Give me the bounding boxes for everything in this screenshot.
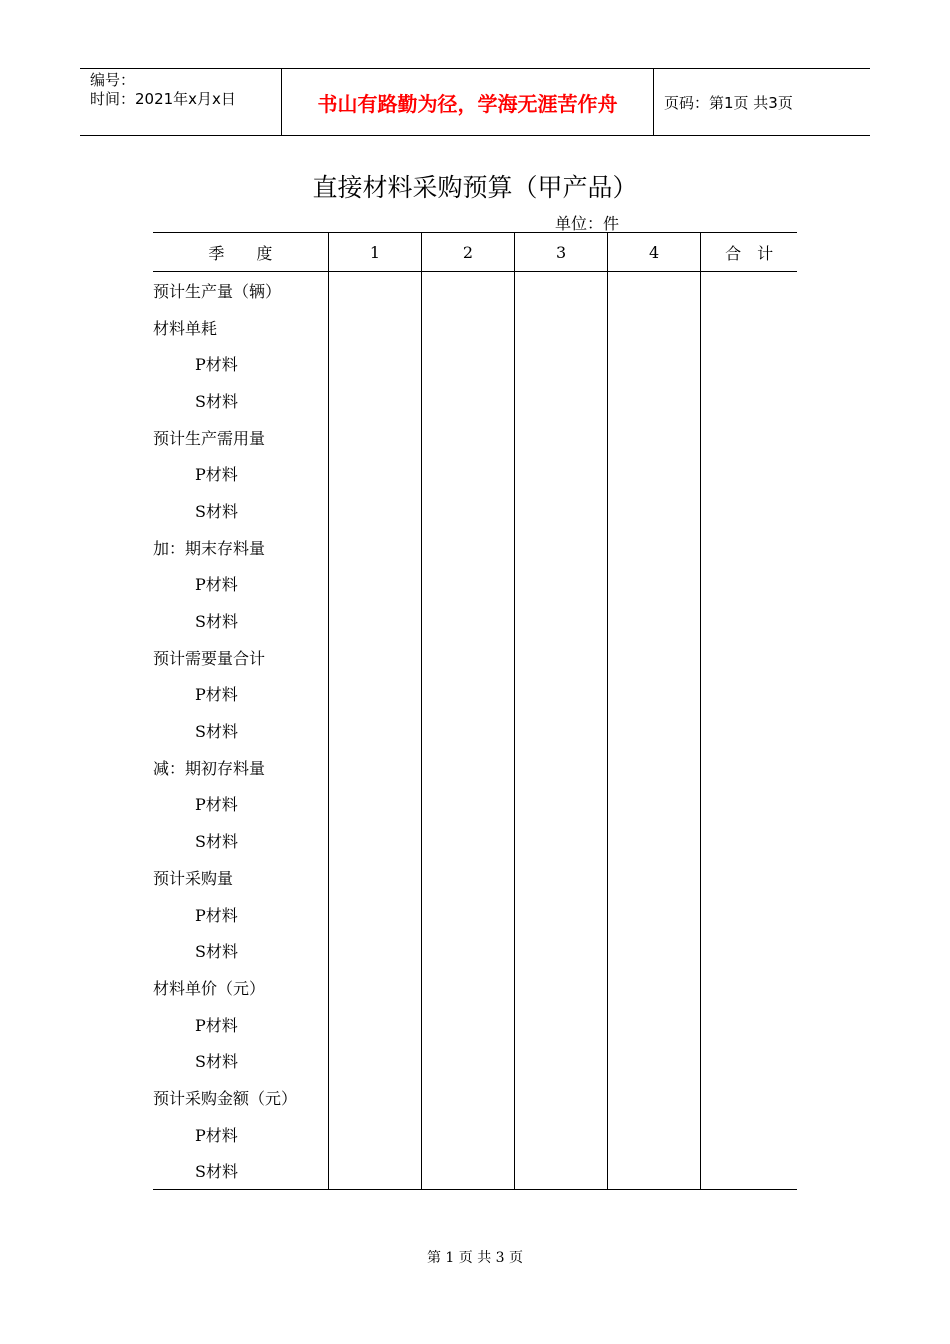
quarter-cell <box>608 639 701 676</box>
quarter-cell <box>328 382 421 419</box>
quarter-cell <box>328 712 421 749</box>
total-cell <box>701 859 797 896</box>
quarter-cell <box>515 859 608 896</box>
quarter-cell <box>515 566 608 603</box>
quarter-cell <box>515 602 608 639</box>
quarter-cell <box>608 749 701 786</box>
quarter-cell <box>608 382 701 419</box>
quarter-cell <box>421 676 514 713</box>
total-cell <box>701 1116 797 1153</box>
table-row <box>153 639 797 676</box>
quarter-cell <box>515 345 608 382</box>
document-title: 直接材料采购预算（甲产品） <box>312 173 638 202</box>
quarter-cell <box>421 566 514 603</box>
quarter-cell <box>421 1006 514 1043</box>
table-row <box>153 419 797 456</box>
quarter-cell <box>421 602 514 639</box>
table-row <box>153 529 797 566</box>
quarter-cell <box>421 822 514 859</box>
table-row <box>153 932 797 969</box>
total-cell <box>701 896 797 933</box>
quarter-cell <box>515 492 608 529</box>
quarter-cell <box>608 969 701 1006</box>
quarter-cell <box>515 382 608 419</box>
quarter-cell <box>421 345 514 382</box>
quarter-cell <box>608 932 701 969</box>
table-row <box>153 1006 797 1043</box>
quarter-cell <box>608 602 701 639</box>
quarter-cell <box>608 272 701 309</box>
total-cell <box>701 309 797 346</box>
table-row <box>153 309 797 346</box>
quarter-cell <box>328 969 421 1006</box>
quarter-cell <box>608 309 701 346</box>
table-row <box>153 1042 797 1079</box>
total-cell <box>701 419 797 456</box>
quarter-cell <box>608 859 701 896</box>
row-label: 预计生产需用量 <box>153 428 266 448</box>
quarter-cell <box>515 639 608 676</box>
table-row <box>153 492 797 529</box>
quarter-cell <box>328 822 421 859</box>
total-cell <box>701 1006 797 1043</box>
quarter-cell <box>421 786 514 823</box>
total-cell <box>701 676 797 713</box>
row-label: S材料 <box>195 942 238 962</box>
quarter-cell <box>328 455 421 492</box>
column-header-quarter: 季 度 <box>153 233 328 272</box>
quarter-cell <box>421 749 514 786</box>
total-cell <box>701 1153 797 1190</box>
quarter-cell <box>421 1116 514 1153</box>
table-row <box>153 382 797 419</box>
unit-label: 单位：件 <box>555 214 620 233</box>
quarter-cell <box>608 1153 701 1190</box>
quarter-cell <box>608 676 701 713</box>
quarter-cell <box>608 1079 701 1116</box>
table-row <box>153 272 797 309</box>
row-label: P材料 <box>195 1015 238 1035</box>
quarter-cell <box>515 822 608 859</box>
row-label: P材料 <box>195 575 238 595</box>
quarter-cell <box>608 566 701 603</box>
quarter-cell <box>515 1153 608 1190</box>
quarter-cell <box>421 382 514 419</box>
quarter-cell <box>328 419 421 456</box>
quarter-cell <box>608 1006 701 1043</box>
header-motto: 书山有路勤为径，学海无涯苦作舟 <box>282 69 654 135</box>
row-label: 材料单价（元） <box>153 978 266 998</box>
table-row <box>153 566 797 603</box>
quarter-cell <box>421 969 514 1006</box>
quarter-cell <box>421 896 514 933</box>
total-cell <box>701 345 797 382</box>
table-row <box>153 345 797 382</box>
quarter-cell <box>515 419 608 456</box>
page-footer: 第 1 页 共 3 页 <box>426 1250 524 1266</box>
total-cell <box>701 786 797 823</box>
table-header-row <box>153 233 797 272</box>
quarter-cell <box>421 529 514 566</box>
table-row <box>153 676 797 713</box>
quarter-cell <box>328 1042 421 1079</box>
table-row <box>153 896 797 933</box>
quarter-cell <box>608 1116 701 1153</box>
table-row <box>153 1153 797 1190</box>
quarter-cell <box>421 1042 514 1079</box>
row-label: P材料 <box>195 795 238 815</box>
table-row <box>153 1116 797 1153</box>
table-row <box>153 859 797 896</box>
total-cell <box>701 1079 797 1116</box>
page-header <box>80 68 870 136</box>
quarter-cell <box>328 602 421 639</box>
total-cell <box>701 529 797 566</box>
total-cell <box>701 492 797 529</box>
quarter-cell <box>608 786 701 823</box>
table-row <box>153 822 797 859</box>
table-body <box>153 272 797 1190</box>
quarter-cell <box>608 455 701 492</box>
total-cell <box>701 749 797 786</box>
quarter-cell <box>515 749 608 786</box>
quarter-cell <box>421 419 514 456</box>
table-row <box>153 1079 797 1116</box>
total-cell <box>701 639 797 676</box>
quarter-cell <box>608 712 701 749</box>
total-cell <box>701 932 797 969</box>
quarter-cell <box>515 896 608 933</box>
quarter-cell <box>608 529 701 566</box>
quarter-cell <box>421 639 514 676</box>
quarter-cell <box>515 1116 608 1153</box>
row-label: P材料 <box>195 1125 238 1145</box>
quarter-cell <box>515 455 608 492</box>
quarter-cell <box>421 272 514 309</box>
row-label: 预计需要量合计 <box>153 648 266 668</box>
total-cell <box>701 969 797 1006</box>
row-label: S材料 <box>195 722 238 742</box>
quarter-cell <box>608 345 701 382</box>
table-row <box>153 969 797 1006</box>
total-cell <box>701 602 797 639</box>
quarter-cell <box>515 1079 608 1116</box>
row-label: P材料 <box>195 465 238 485</box>
quarter-cell <box>515 272 608 309</box>
row-label: P材料 <box>195 685 238 705</box>
quarter-cell <box>515 1042 608 1079</box>
row-label: 预计采购量 <box>153 868 234 888</box>
quarter-cell <box>608 822 701 859</box>
total-cell <box>701 1042 797 1079</box>
quarter-cell <box>328 492 421 529</box>
total-cell <box>701 272 797 309</box>
row-label: S材料 <box>195 391 238 411</box>
row-label: 预计采购金额（元） <box>153 1088 298 1108</box>
row-label: 预计生产量（辆） <box>153 281 282 301</box>
quarter-cell <box>328 529 421 566</box>
quarter-cell <box>328 272 421 309</box>
total-cell <box>701 382 797 419</box>
quarter-cell <box>328 676 421 713</box>
column-header-q1: 1 <box>328 233 421 272</box>
quarter-cell <box>515 676 608 713</box>
row-label: P材料 <box>195 905 238 925</box>
quarter-cell <box>515 529 608 566</box>
table-row <box>153 712 797 749</box>
quarter-cell <box>421 492 514 529</box>
quarter-cell <box>421 712 514 749</box>
quarter-cell <box>515 309 608 346</box>
quarter-cell <box>608 896 701 933</box>
header-meta <box>80 69 282 135</box>
quarter-cell <box>328 345 421 382</box>
quarter-cell <box>328 1116 421 1153</box>
budget-table <box>153 232 797 1190</box>
quarter-cell <box>515 969 608 1006</box>
table-row <box>153 602 797 639</box>
column-header-total: 合 计 <box>701 233 797 272</box>
row-label: S材料 <box>195 832 238 852</box>
quarter-cell <box>608 1042 701 1079</box>
total-cell <box>701 455 797 492</box>
total-cell <box>701 566 797 603</box>
quarter-cell <box>328 1006 421 1043</box>
row-label: 加：期末存料量 <box>153 538 266 558</box>
quarter-cell <box>421 1153 514 1190</box>
row-label: 材料单耗 <box>153 318 218 338</box>
table-row <box>153 749 797 786</box>
quarter-cell <box>515 786 608 823</box>
quarter-cell <box>515 1006 608 1043</box>
quarter-cell <box>328 639 421 676</box>
quarter-cell <box>328 786 421 823</box>
document-number-label: 编号： <box>90 71 136 89</box>
quarter-cell <box>421 859 514 896</box>
row-label: P材料 <box>195 355 238 375</box>
quarter-cell <box>328 1079 421 1116</box>
quarter-cell <box>608 492 701 529</box>
quarter-cell <box>328 1153 421 1190</box>
column-header-q2: 2 <box>421 233 514 272</box>
row-label: S材料 <box>195 1052 238 1072</box>
quarter-cell <box>515 932 608 969</box>
quarter-cell <box>421 932 514 969</box>
header-page-label: 页码：第1页 共3页 <box>664 93 793 112</box>
quarter-cell <box>328 896 421 933</box>
total-cell <box>701 822 797 859</box>
document-time-label: 时间：2021年x月x日 <box>90 90 236 108</box>
quarter-cell <box>515 712 608 749</box>
quarter-cell <box>421 1079 514 1116</box>
column-header-q3: 3 <box>515 233 608 272</box>
table-row <box>153 786 797 823</box>
quarter-cell <box>328 859 421 896</box>
row-label: S材料 <box>153 1153 328 1190</box>
row-label: S材料 <box>195 501 238 521</box>
column-header-q4: 4 <box>608 233 701 272</box>
quarter-cell <box>421 309 514 346</box>
row-label: S材料 <box>195 612 238 632</box>
row-label: 减：期初存料量 <box>153 758 266 778</box>
quarter-cell <box>328 566 421 603</box>
total-cell <box>701 712 797 749</box>
quarter-cell <box>328 932 421 969</box>
table-row <box>153 455 797 492</box>
quarter-cell <box>328 309 421 346</box>
quarter-cell <box>421 455 514 492</box>
quarter-cell <box>328 749 421 786</box>
quarter-cell <box>608 419 701 456</box>
